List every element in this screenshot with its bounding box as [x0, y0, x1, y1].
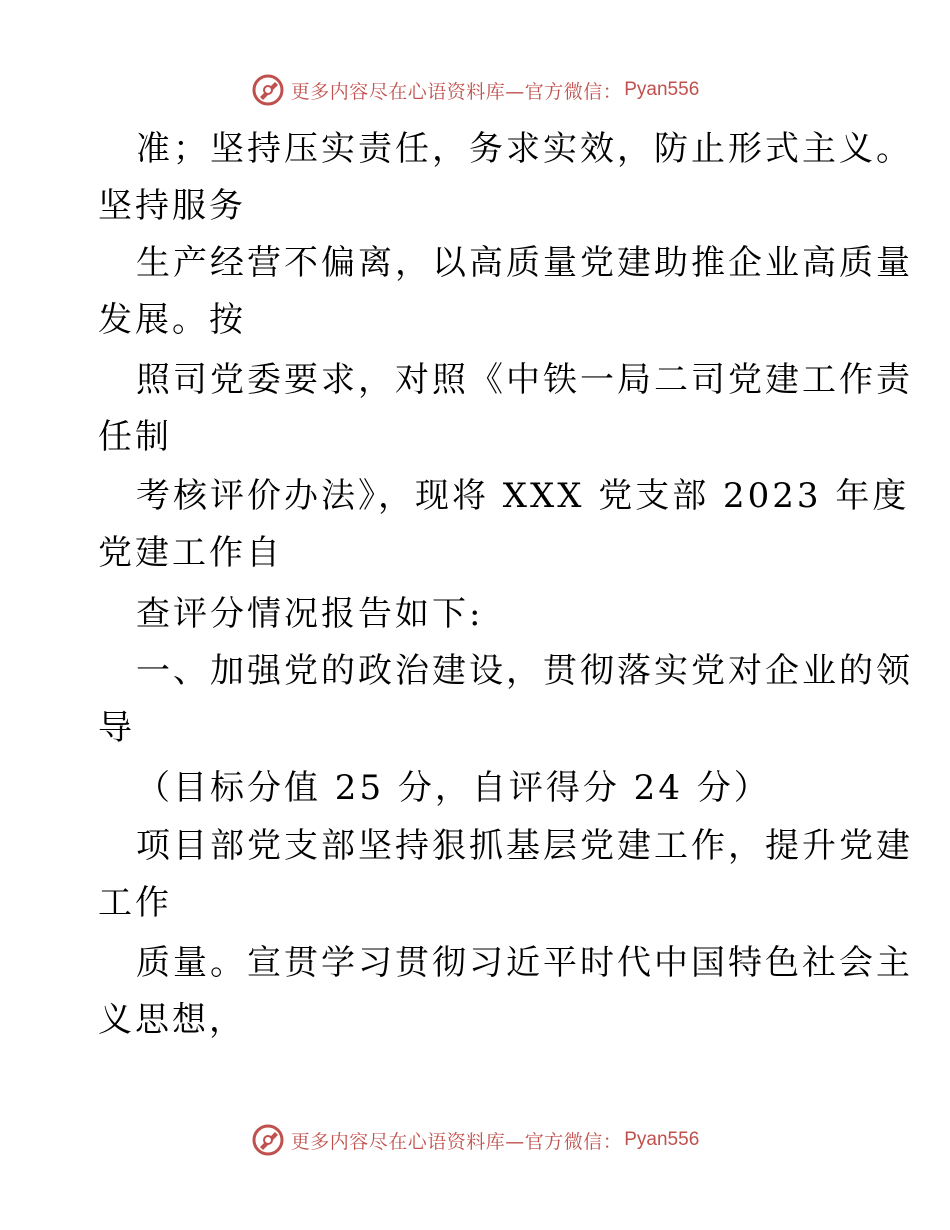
watermark-text: 更多内容尽在心语资料库—官方微信： — [290, 1130, 623, 1153]
text-line: 导 — [98, 708, 135, 748]
watermark-wechat-id: Pyan556 — [624, 79, 700, 100]
text-line: 工作 — [98, 883, 172, 923]
section-heading: 一、加强党的政治建设，贯彻落实党对企业的领 — [136, 651, 913, 691]
text-line: 党建工作自 — [98, 533, 283, 573]
text-line: 准；坚持压实责任，务求实效，防止形式主义。 — [136, 129, 913, 169]
header-watermark — [0, 70, 950, 110]
text-line: 项目部党支部坚持狠抓基层党建工作，提升党建 — [136, 826, 913, 866]
text-line: 生产经营不偏离，以高质量党建助推企业高质量 — [136, 243, 913, 283]
text-line: 查评分情况报告如下: — [136, 594, 484, 634]
text-line: 质量。宣贯学习贯彻习近平时代中国特色社会主 — [136, 943, 913, 983]
text-line: 坚持服务 — [98, 186, 246, 226]
text-line: 义思想， — [98, 1000, 246, 1040]
score-line: （目标分值 25 分，自评得分 24 分） — [136, 768, 771, 808]
pen-logo-icon — [251, 73, 285, 107]
watermark-text: 更多内容尽在心语资料库—官方微信： — [290, 80, 623, 103]
text-line: 发展。按 — [98, 300, 246, 340]
pen-logo-icon — [251, 1123, 285, 1157]
footer-watermark — [0, 1120, 950, 1160]
watermark-wechat-id: Pyan556 — [624, 1129, 700, 1150]
text-line: 任制 — [98, 417, 172, 457]
text-line: 照司党委要求，对照《中铁一局二司党建工作责 — [136, 360, 913, 400]
text-line: 考核评价办法》，现将 XXX 党支部 2023 年度 — [136, 476, 910, 516]
